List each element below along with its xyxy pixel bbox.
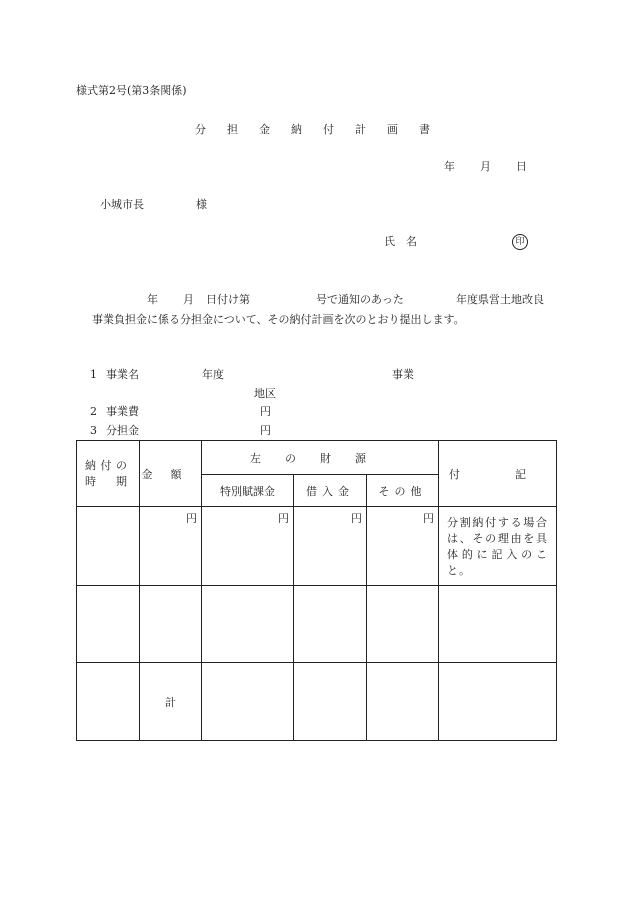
header-amount [140,441,202,507]
header-borrowed-text: 借入金 [306,484,354,498]
body-project: 年度県営土地改良 [456,293,544,306]
header-note [439,441,557,507]
header-other [367,475,439,507]
special-levy-cell[interactable] [202,586,294,663]
item2-num: 2 [90,405,97,418]
date-day: 日 [516,160,527,173]
note-cell[interactable] [439,586,557,663]
body-date-ref: 日付け第 [206,293,250,306]
table-row [77,507,557,586]
header-borrowed [294,475,367,507]
borrowed-cell[interactable] [294,507,367,586]
total-label-cell [140,663,202,741]
item1-fiscal-year: 年度 [202,368,224,381]
date-month: 月 [480,160,491,173]
seal-mark: 印 [512,234,528,250]
borrowed-cell[interactable] [294,586,367,663]
recipient-honorific: 様 [196,198,207,211]
amount-cell[interactable] [140,507,202,586]
item1-label: 事業名 [106,368,139,381]
period-cell[interactable] [77,507,140,586]
yen-unit: 円 [423,512,434,525]
yen-unit: 円 [351,512,362,525]
body-line2: 事業負担金に係る分担金について、その納付計画を次のとおり提出します。 [92,313,465,326]
note-text: 分割納付する場合は、その理由を具体的に記入のこと。 [447,516,548,577]
note-cell [439,507,557,586]
yen-unit: 円 [186,512,197,525]
amount-cell[interactable] [140,586,202,663]
form-id: 様式第2号(第3条関係) [76,84,187,97]
header-note-text: 付 記 [449,467,526,481]
yen-unit: 円 [278,512,289,525]
header-amount-text: 金額 [141,467,200,481]
item1-district: 地区 [254,387,276,400]
payment-plan-table [76,440,557,741]
borrowed-cell[interactable] [294,663,367,741]
total-label: 計 [165,695,176,709]
body-month: 月 [183,293,194,306]
header-period [77,441,140,507]
item1-num: 1 [90,368,97,381]
header-funding-source [202,441,439,475]
other-cell[interactable] [367,663,439,741]
header-special-levy-text: 特別賦課金 [220,484,275,498]
body-notice: 号で通知のあった [316,293,404,306]
applicant-name-label: 氏 名 [384,235,417,248]
period-cell[interactable] [77,663,140,741]
recipient-name: 小城市長 [100,198,144,211]
total-row [77,663,557,741]
header-period-text: 納付の時期 [85,458,131,488]
body-year: 年 [147,293,158,306]
date-year: 年 [444,160,455,173]
header-special-levy [202,475,294,507]
note-cell[interactable] [439,663,557,741]
header-other-text: その他 [378,484,427,498]
item3-label: 分担金 [106,424,139,437]
other-cell[interactable] [367,507,439,586]
item3-num: 3 [90,424,97,437]
special-levy-cell[interactable] [202,663,294,741]
header-funding-source-text: 左の財源 [250,451,390,465]
period-cell[interactable] [77,586,140,663]
special-levy-cell[interactable] [202,507,294,586]
item2-unit: 円 [260,405,271,418]
item3-unit: 円 [260,424,271,437]
item2-label: 事業費 [106,405,139,418]
table-row [77,586,557,663]
item1-project: 事業 [392,368,414,381]
other-cell[interactable] [367,586,439,663]
page-title: 分担金納付計画書 [195,123,451,136]
